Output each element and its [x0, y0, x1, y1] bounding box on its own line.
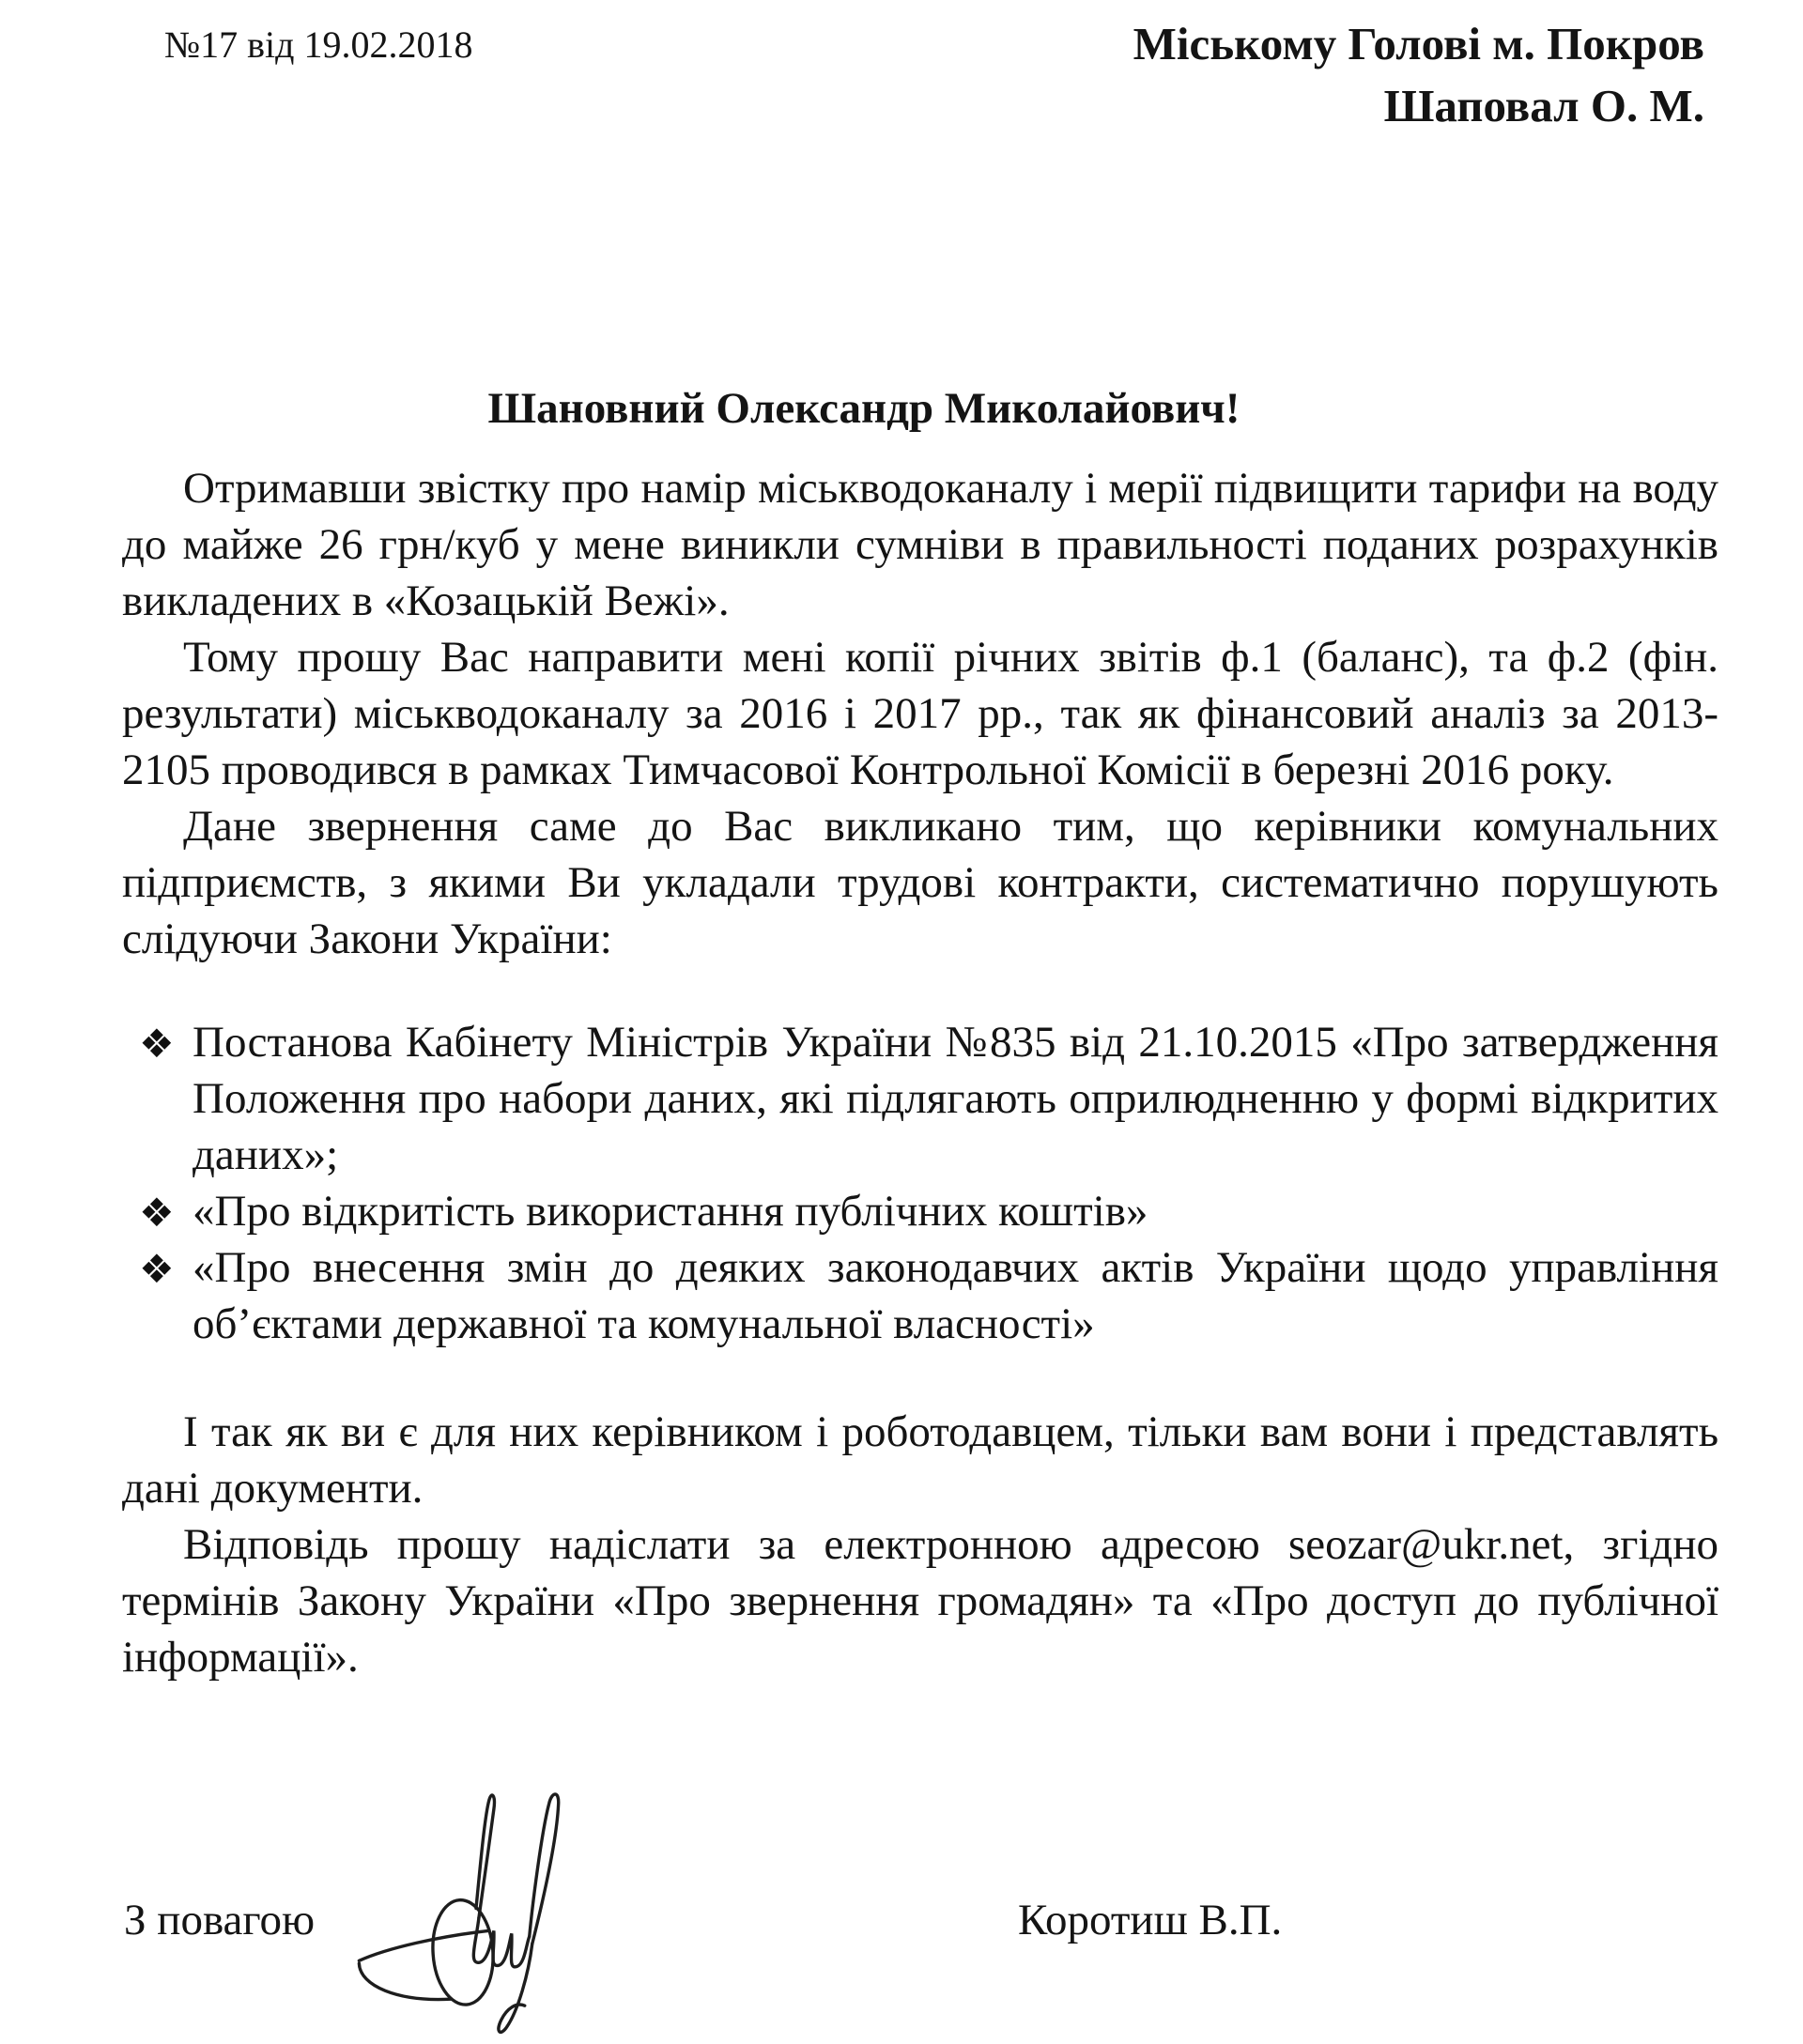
laws-list: [122, 1014, 1718, 1352]
signoff-text: З повагою: [124, 1896, 316, 1944]
list-item: [122, 1014, 1718, 1183]
paragraph-employer: І так як ви є для них керівником і роботодавцем, тільки вам вони і представлять дані документи.: [122, 1407, 1718, 1513]
paragraph-reply-address: Відповідь прошу надіслати за електронною адресою seozar@ukr.net, згідно термінів Закону України «Про звернення громадян» та «Про доступ до публічної інформації».: [122, 1520, 1718, 1682]
list-item: [122, 1183, 1718, 1239]
list-item: [122, 1239, 1718, 1352]
paragraph-intro: Отримавши звістку про намір міськводоканалу і мерії підвищити тарифи на воду до майже 26 грн/куб у мене виникли сумніви в правильності поданих розрахунків викладених в «Козацькій Вежі».: [122, 464, 1718, 625]
paragraph-request: Тому прошу Вас направити мені копії річних звітів ф.1 (баланс), та ф.2 (фін. результати) міськводоканалу за 2016 і 2017 рр., так як фінансовий аналіз за 2013-2105 проводився в рамках Тимчасової Контрольної Комісії в березні 2016 року.: [122, 633, 1718, 794]
document-ref-number: №17 від 19.02.2018: [164, 23, 473, 66]
diamond-bullet-icon: ❖: [139, 1021, 175, 1067]
list-item-text: Постанова Кабінету Міністрів України №835 від 21.10.2015 «Про затвердження Положення про набори даних, які підлягають оприлюдненню у формі відкритих даних»;: [193, 1018, 1718, 1179]
recipient-block: [1133, 13, 1704, 137]
salutation: Шановний Олександр Миколайович!: [487, 384, 1241, 433]
diamond-bullet-icon: ❖: [139, 1246, 175, 1292]
handwritten-signature-image: [346, 1777, 582, 2044]
list-item-text: «Про відкритість використання публічних коштів»: [193, 1187, 1148, 1236]
diamond-bullet-icon: ❖: [139, 1190, 175, 1236]
recipient-title: Міському Голові м. Покров: [1133, 18, 1704, 69]
list-item-text: «Про внесення змін до деяких законодавчих актів України щодо управління об’єктами державної та комунальної власності»: [193, 1243, 1718, 1348]
letter-body: [122, 460, 1718, 1685]
recipient-name: Шаповал О. М.: [1383, 80, 1704, 131]
paragraph-reason: Дане звернення саме до Вас викликано тим, що керівники комунальних підприємств, з якими Ви укладали трудові контракти, систематично порушують слідуючи Закони України:: [122, 802, 1718, 963]
signer-name: Коротиш В.П.: [1018, 1896, 1283, 1944]
